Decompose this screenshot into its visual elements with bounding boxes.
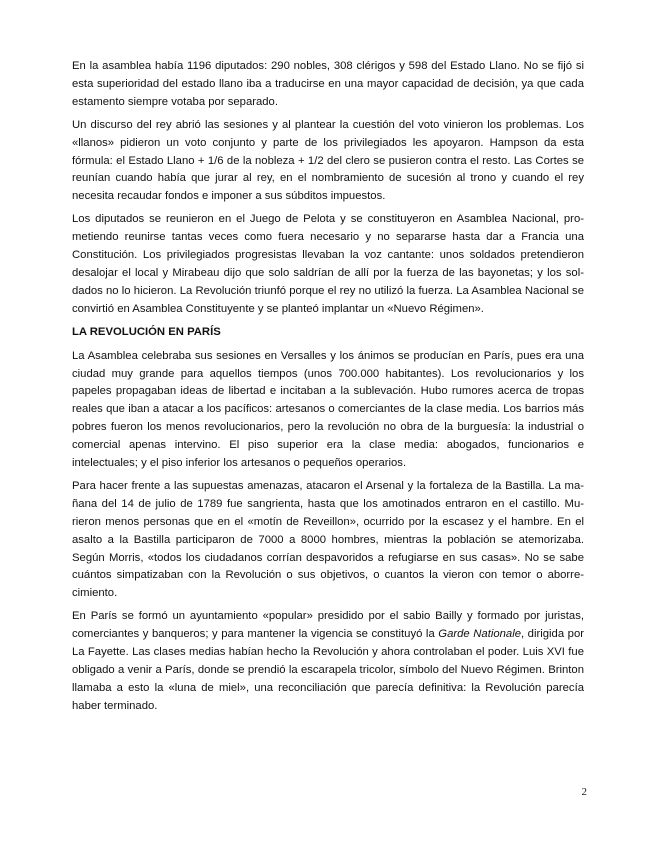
paragraph-assembly-deputies: En la asamblea había 1196 diputados: 290 nobles, 308 clérigos y 598 del Estado Llano. No se fijó si esta superioridad del estado llano iba a traducirse en una mayor capacidad de decisión, ya que cada estamento siempre votaba por separado. bbox=[72, 60, 584, 108]
paragraph-paris-assembly: La Asamblea celebraba sus sesiones en Versalles y los ánimos se producían en París, pues era una ciudad muy grande para aquellos tiempos (unos 700.000 habitantes). Los revolucionarios y los papeles propagaban ideas de libertad e incitaban a la sublevación. Hubo rumores acerca de tropas reales que iban a atacar a los pacíficos: artesanos o comerciantes de la clase media. Los barrios más pobres fueron los menos revolucionarios, pero la revolución no obra de la burguesía: la industrial o comercial apenas intervino. El piso superior era la clase media: abogados, funcionarios e intelectuales; y el piso inferior los artesanos o pequeños operarios. bbox=[72, 349, 584, 470]
paragraph-italic-term: Garde Nationale bbox=[438, 628, 521, 641]
paragraph-kings-speech: Un discurso del rey abrió las sesiones y al plantear la cuestión del voto vinieron los problemas. Los «llanos» pidieron un voto conjunto y parte de los privilegiados les apoyaron. Hampson da esta fórmula: el Estado Llano + 1/6 de la nobleza + 1/2 del clero se pusieron contra el resto. Las Cortes se reunían cuando había que jurar al rey, en el nombramiento de sucesión al trono y cuando el rey necesita recaudar fondos e imponer a sus súbditos impuestos. bbox=[72, 118, 584, 203]
section-heading: LA REVOLUCIÓN EN PARÍS bbox=[72, 325, 221, 338]
paragraph-text-part: , dirigida por La Fayette. Las clases medias habían hecho la Revolución y ahora controlaban el poder. Luis XVI fue obligado a venir a París, donde se prendió la escarapela tricolor, símbolo del Nuevo Régimen. Brinton llamaba a esto la «luna de miel», una reconciliación que parecía definitiva: la Revolución parecía haber terminado. bbox=[72, 628, 584, 712]
paragraph-bastille: Para hacer frente a las supuestas amenazas, atacaron el Arsenal y la fortaleza de la Bastilla. La mañana del 14 de julio de 1789 fue sangrienta, hasta que los amotinados entraron en el castillo. Murieron menos personas que en el «motín de Reveillon», ocurrido por la escasez y el hambre. En el asalto a la Bastilla participaron de 7000 a 8000 hombres, mientras la población se atemorizaba. Según Morris, «todos los ciudadanos corrían despavoridos a refugiarse en sus casas». No se sabe cuántos simpatizaban con la Revolución o sus objetivos, o cuantos la vieron con temor o aborrecimiento. bbox=[72, 479, 584, 600]
paragraph-tennis-court: Los diputados se reunieron en el Juego de Pelota y se constituyeron en Asamblea Nacional, prometiendo reunirse tantas veces como fuera necesario y no separarse hasta dar a Francia una Constitución. Los privilegiados progresistas llevaban la voz cantante: unos soldados pretendieron desalojar el local y Mirabeau dijo que solo saldrían de allí por la fuerza de las bayonetas; y los soldados no lo hicieron. La Revolución triunfó porque el rey no utilizó la fuerza. La Asamblea Nacional se convirtió en Asamblea Constituyente y se planteó implantar un «Nuevo Régimen». bbox=[72, 213, 584, 315]
page-number: 2 bbox=[581, 786, 587, 798]
paragraph-text-part: En París se formó un ayuntamiento «popular» presidido por el sabio Bailly y formado por juristas, comerciantes y banqueros; y para mantener la vigencia se constituyó la bbox=[72, 610, 584, 641]
paragraph-city-council bbox=[72, 608, 584, 715]
page-body bbox=[72, 58, 584, 721]
